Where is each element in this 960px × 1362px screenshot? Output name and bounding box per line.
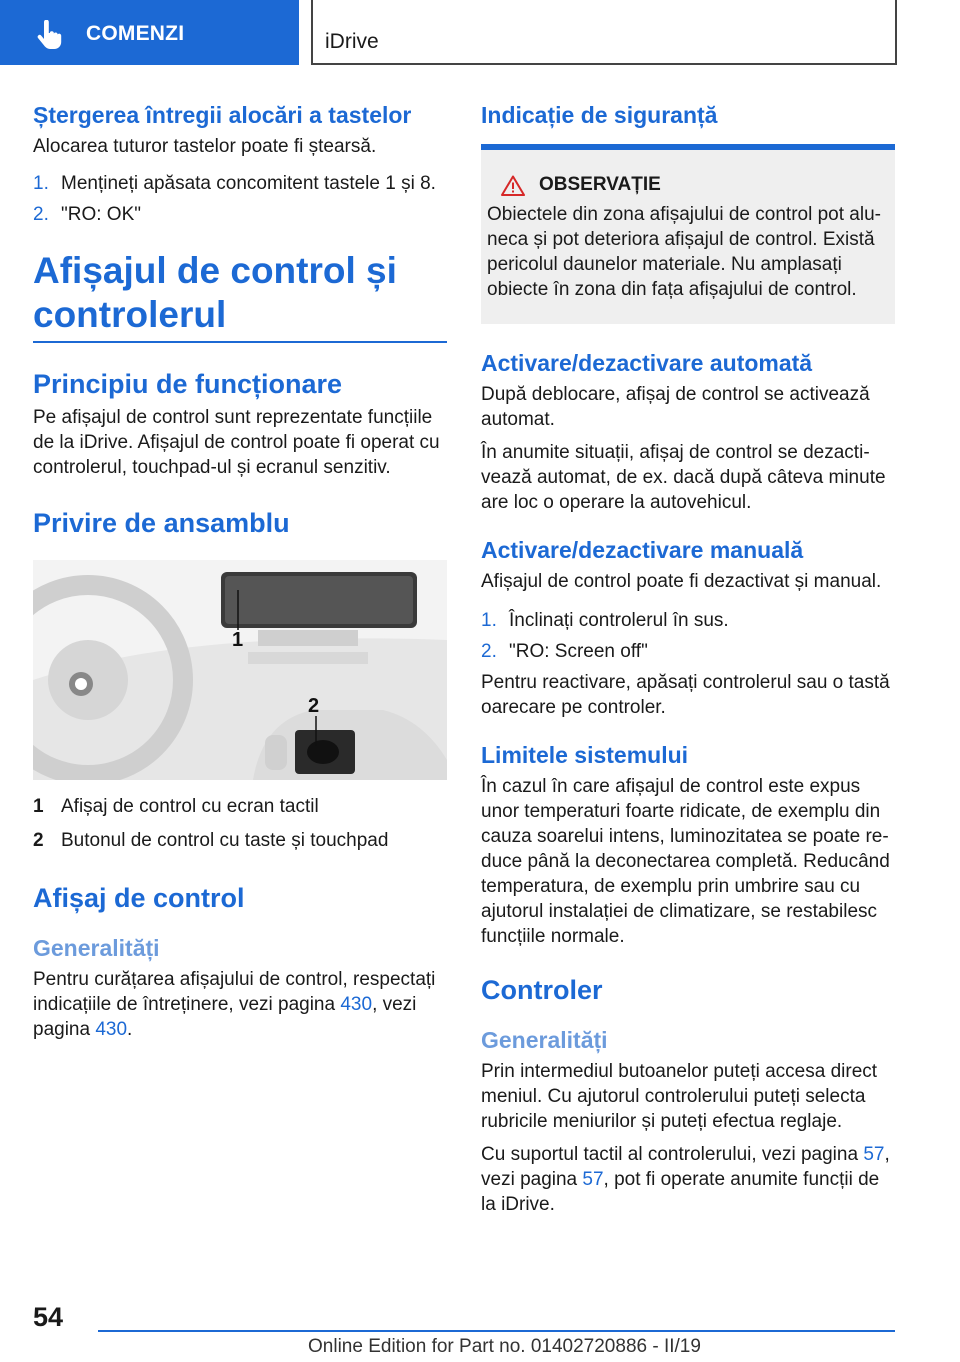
footer-rule <box>98 1330 895 1332</box>
text-span: Pentru curățarea afișajului de control, respectați indicațiile de întreținere, vezi pagina <box>33 969 436 1015</box>
heading-stergerea: Ștergerea întregii alocări a tastelor <box>33 102 412 128</box>
step-number: 1. <box>33 173 49 194</box>
legend-text: Butonul de control cu taste și touchpad <box>61 830 389 851</box>
legend-text: Afișaj de control cu ecran tactil <box>61 796 319 817</box>
dashboard-figure <box>33 560 447 780</box>
step-number: 2. <box>481 641 497 662</box>
step-text: Înclinați controlerul în sus. <box>509 610 729 631</box>
heading-manual: Activare/dezactivare manuală <box>481 537 804 563</box>
paragraph-auto-1: După deblocare, afișaj de control se activează automat. <box>481 384 870 430</box>
page-number: 54 <box>33 1302 64 1332</box>
step-text: "RO: Screen off" <box>509 641 648 662</box>
right-column <box>481 100 895 1217</box>
step-text: Mențineți apăsata concomitent tastele 1 și 8. <box>61 173 436 194</box>
paragraph-reactivare: Pentru reactivare, apăsați controlerul sau o tastă oarecare pe controler. <box>481 672 890 718</box>
safety-notice <box>481 150 895 324</box>
text-span: Cu suportul tactil al controlerului, vezi pagina <box>481 1144 864 1165</box>
list-item <box>33 202 447 227</box>
step-number: 1. <box>481 610 497 631</box>
section-label: COMENZI <box>86 22 185 45</box>
heading-rule <box>33 341 447 343</box>
list-item <box>33 828 447 853</box>
heading-afisaj: Afișaj de control <box>33 883 245 913</box>
list-item <box>481 639 895 664</box>
heading-controler: Controler <box>481 975 603 1005</box>
heading-auto: Activare/dezactivare automată <box>481 350 813 376</box>
text-span: , vezi pagina <box>33 994 417 1040</box>
paragraph-manual: Afișajul de control poate fi dezactivat și manual. <box>481 571 882 592</box>
heading-indicatie: Indicație de siguranță <box>481 102 718 128</box>
paragraph-principiu: Pe afișajul de control sunt reprezentate funcțiile de la iDrive. Afișajul de control poate fi operat cu controlerul, touchpad-ul și ecranul senzitiv. <box>33 407 440 478</box>
text-span: , vezi pagina <box>481 1144 890 1190</box>
list-item <box>33 794 447 819</box>
chapter-header <box>311 0 897 65</box>
paragraph-limite: În cazul în care afișajul de control este expus unor temperaturi foarte ridicate, de exemplu din cauza soarelui intens, luminozitatea se poate reduce până la deconectarea completă. Reducând temperatura, de exemplu prin umbrire sau cu ajutorul instalației de climatizare, se restabilesc funcțiile normale. <box>481 776 890 947</box>
chapter-heading-line1: Afișajul de control și <box>33 250 397 291</box>
list-item <box>33 171 447 196</box>
notice-title-text: OBSERVAȚIE <box>539 174 661 195</box>
figure-callout-2: 2 <box>308 695 320 717</box>
left-column <box>33 100 447 1042</box>
heading-privire: Privire de ansamblu <box>33 508 290 538</box>
page-link[interactable]: 430 <box>95 1019 128 1040</box>
page-link[interactable]: 57 <box>582 1169 604 1190</box>
chapter-heading <box>33 249 447 337</box>
notice-title <box>487 174 887 196</box>
list-item <box>481 608 895 633</box>
paragraph-generalitati <box>33 967 447 1042</box>
text-span: , pot fi operate anumite funcții de la iDrive. <box>481 1169 880 1215</box>
steps-list <box>33 171 447 227</box>
paragraph-stergerea: Alocarea tuturor tastelor poate fi ștearsă. <box>33 136 377 157</box>
paragraph-auto-2: În anumite situații, afișaj de control se dezactivează automat, de ex. dacă după câteva minute are loc o operare la autovehicul. <box>481 442 886 513</box>
heading-limite: Limitele sistemului <box>481 742 689 768</box>
edition-text: Online Edition for Part no. 01402720886 - II/19 <box>308 1336 701 1357</box>
warning-triangle-icon <box>501 175 525 196</box>
text-span: . <box>127 1019 133 1040</box>
figure-legend <box>33 794 447 853</box>
notice-text: Obiectele din zona afișajului de control pot aluneca și pot deteriora afișajul de control. Există pericolul daunelor materiale. Nu amplasați obiecte în zona din fața afișajului de control. <box>487 204 881 300</box>
paragraph-controler-1: Prin intermediul butoanelor puteți accesa direct meniul. Cu ajutorul controlerului puteți selecta rubricile meniurilor și puteți efectua reglaje. <box>481 1061 878 1132</box>
step-number: 2. <box>33 204 49 225</box>
figure-callout-1: 1 <box>232 629 244 651</box>
legend-number: 2 <box>33 830 44 851</box>
step-text: "RO: OK" <box>61 204 141 225</box>
page-link[interactable]: 430 <box>340 994 373 1015</box>
pointing-hand-icon <box>36 20 64 50</box>
page-link[interactable]: 57 <box>863 1144 885 1165</box>
chapter-title: iDrive <box>325 30 379 53</box>
heading-generalitati-controler: Generalități <box>481 1027 608 1053</box>
chapter-heading-line2: controlerul <box>33 294 227 335</box>
legend-number: 1 <box>33 796 44 817</box>
paragraph-controler-2 <box>481 1142 895 1217</box>
steps-list <box>481 608 895 664</box>
heading-generalitati: Generalități <box>33 935 160 961</box>
section-tab[interactable] <box>0 0 299 65</box>
heading-principiu: Principiu de funcționare <box>33 369 343 399</box>
